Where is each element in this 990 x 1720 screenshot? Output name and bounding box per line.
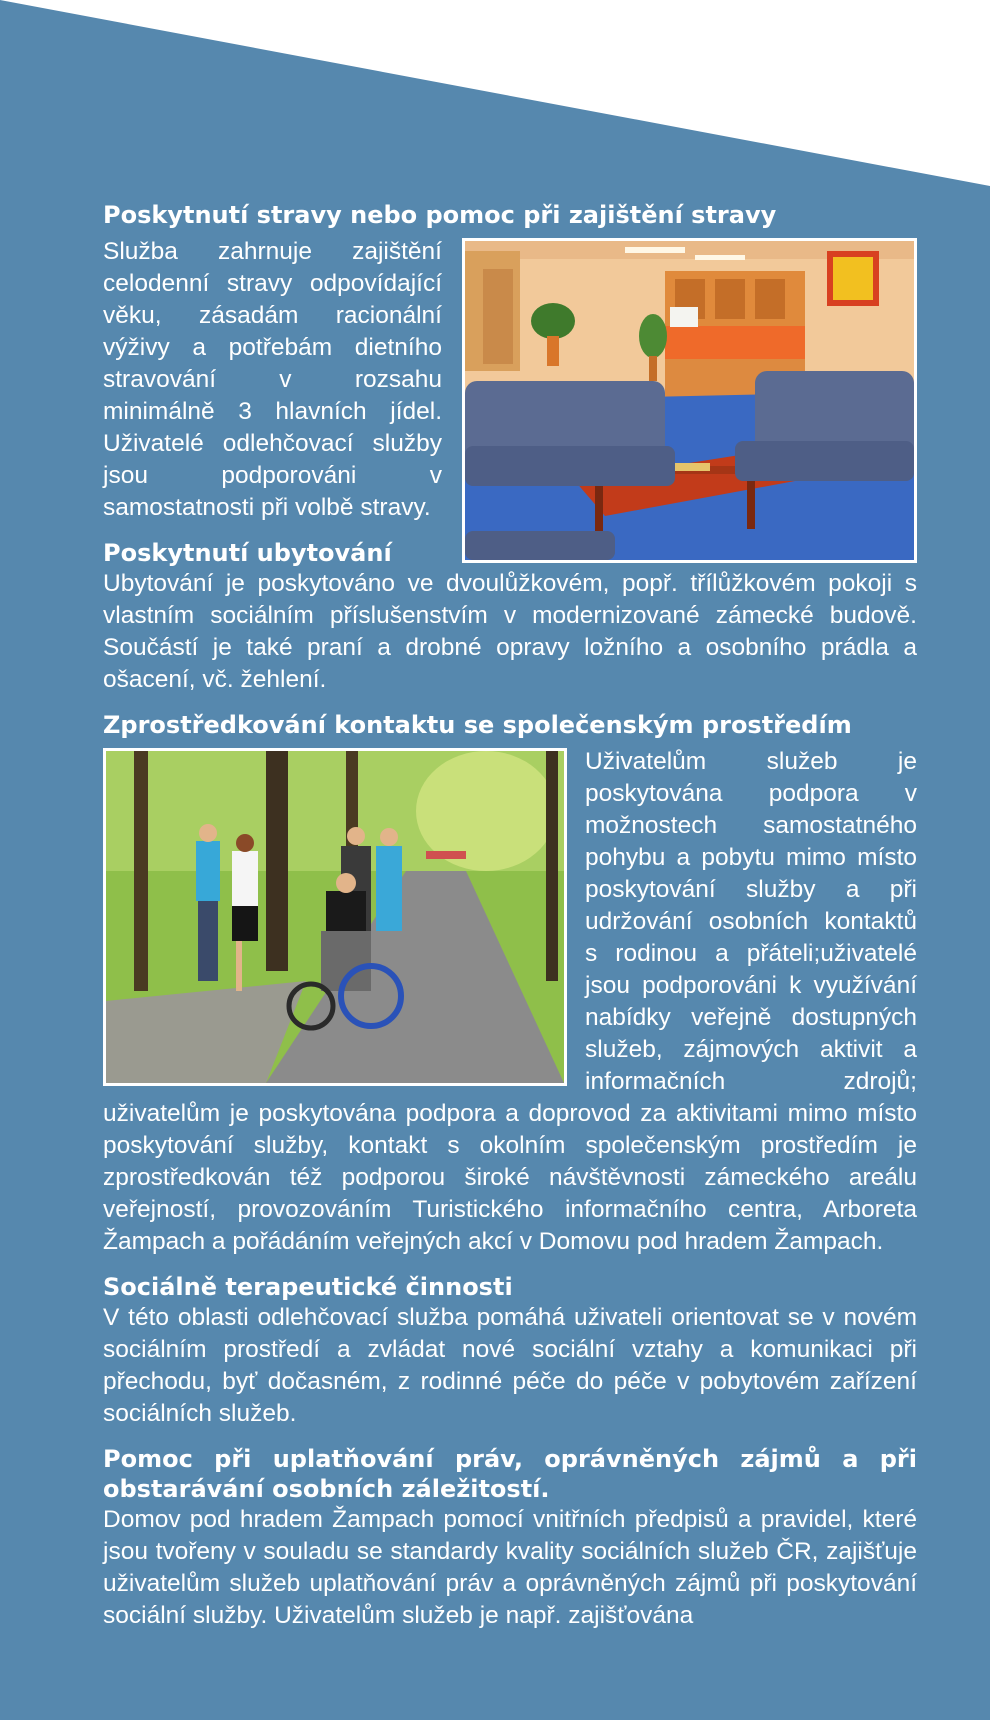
- section-text: Služba zahrnuje zajištění celodenní stravy odpovídající věku, zásadám racionální výživy a potřebám dietního stravování v rozsahu minimálně 3 hlavních jídel. Uživatelé odlehčovací služby jsou podporováni v samostatnosti při volbě stravy.: [103, 238, 442, 521]
- section-social-contact: [103, 710, 917, 1258]
- section-heading: Poskytnutí stravy nebo pomoc při zajištění stravy: [103, 201, 777, 229]
- walking-group-photo: [103, 748, 567, 1086]
- section-heading: Sociálně terapeutické činnosti: [103, 1273, 513, 1301]
- section-text: Uživatelům služeb je poskytována podpora v možnostech samostatného pohybu a pobytu mimo místo poskytování služby a při udržování osobních kontaktů s rodinou a přáteli;uživatelé jsou podporováni k využívání nabídky veřejně dostupných služeb, zájmových aktivit a informačních zdrojů; uživatelům je poskytována podpora a doprovod za aktivitami mimo místo poskytování služby, kontakt s okolním společenským prostředím je zprostředkován též podporou široké návštěvnosti zámeckého areálu veřejností, provozováním Turistického informačního centra, Arboreta Žampach a pořádáním veřejných akcí v Domovu pod hradem Žampach.: [103, 748, 917, 1255]
- white-corner-decoration: [0, 0, 990, 190]
- section-food: [103, 200, 917, 524]
- section-rights: [103, 1444, 917, 1632]
- main-content: [103, 200, 917, 1646]
- section-heading: Poskytnutí ubytování: [103, 539, 392, 567]
- section-text: Domov pod hradem Žampach pomocí vnitřních předpisů a pravidel, které jsou tvořeny v souladu se standardy kvality sociálních služeb ČR, zajišťuje uživatelům služeb uplatňování práv a oprávněných zájmů při poskytování sociální služby. Uživatelům služeb je např. zajišťována: [103, 1506, 917, 1629]
- section-therapeutic: [103, 1272, 917, 1430]
- section-text: V této oblasti odlehčovací služba pomáhá uživateli orientovat se v novém sociálním prostředí a zvládat nové sociální vztahy a komunikaci při přechodu, byť dočasném, z rodinné péče do péče v pobytovém zařízení sociálních služeb.: [103, 1304, 917, 1427]
- section-heading: Pomoc při uplatňování práv, oprávněných zájmů a při obstarávání osobních záležitostí.: [103, 1445, 917, 1503]
- section-heading: Zprostředkování kontaktu se společenským prostředím: [103, 711, 852, 739]
- lounge-photo: [462, 238, 917, 563]
- section-text: Ubytování je poskytováno ve dvoulůžkovém, popř. třílůžkovém pokoji s vlastním sociálním příslušenstvím v modernizované zámecké budově. Součástí je také praní a drobné opravy ložního a osobního prádla a ošacení, vč. žehlení.: [103, 570, 917, 693]
